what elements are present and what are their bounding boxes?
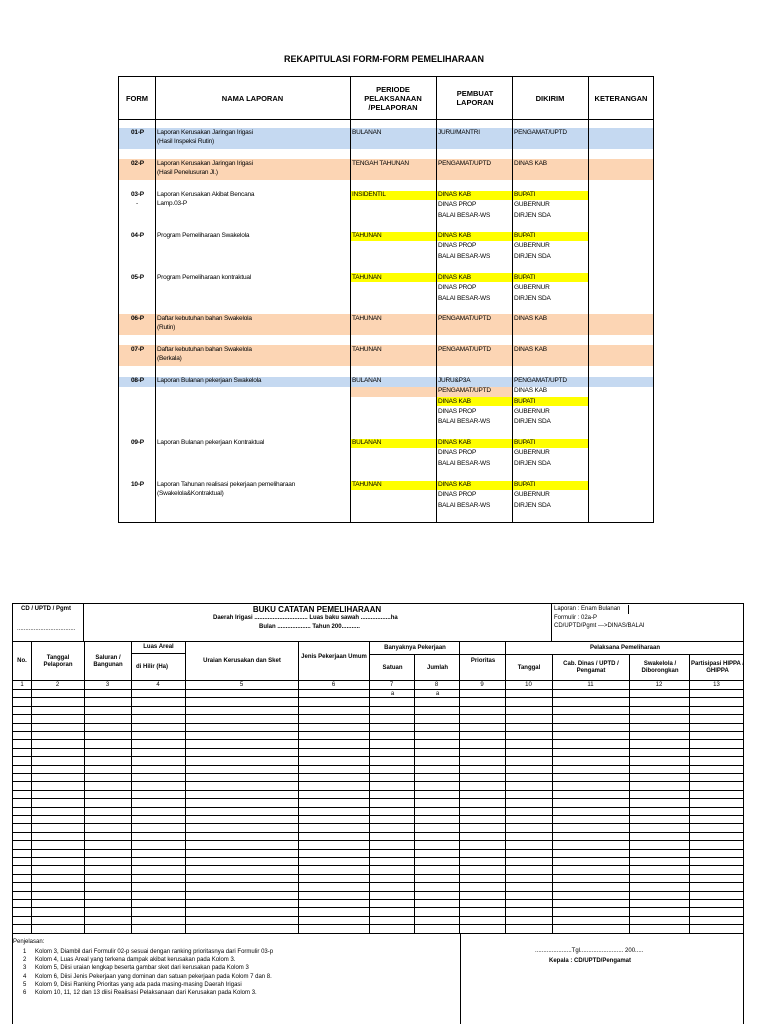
- hdr-dikirim: DIKIRIM: [535, 93, 565, 103]
- dikirim-ke: DINAS KAB: [514, 160, 547, 167]
- buku-catatan-form: [12, 603, 744, 1024]
- hdr-periode: PERIODE PELAKSANAAN /PELAPORAN: [364, 84, 422, 112]
- grid-hline: [13, 748, 743, 749]
- column-number: 7: [389, 682, 394, 688]
- sign-date: ......................Tgl.......................... 200.....: [535, 948, 644, 954]
- hdr-form: FORM: [125, 93, 149, 103]
- penjelasan-label: Penjelasan:: [13, 939, 45, 945]
- grid-vline: [629, 654, 630, 934]
- form-code: 07-P: [131, 346, 144, 353]
- pembuat-laporan: PENGAMAT/UPTD: [438, 387, 491, 395]
- grid-hline: [13, 765, 743, 766]
- pembuat-laporan: DINAS KAB: [438, 191, 471, 198]
- nama-laporan: Program Pemeliharaan Swakelola: [157, 232, 250, 239]
- form-code-dash: -: [136, 200, 138, 207]
- pembuat-laporan: DINAS PROP: [438, 407, 477, 415]
- hdr-di-hilir: di Hilir (Ha): [135, 663, 168, 670]
- grid-hline: [13, 815, 743, 816]
- dikirim-ke: BUPATI: [514, 397, 536, 405]
- sign-title: Kepala : CD/UPTD/Pengamat: [549, 958, 632, 964]
- periode: TAHUNAN: [352, 346, 382, 353]
- column-number: 2: [55, 682, 60, 688]
- form-code: 08-P: [131, 377, 144, 384]
- vline: [155, 77, 156, 522]
- grid-hline: [13, 907, 743, 908]
- penjelasan-number: 6: [23, 990, 27, 996]
- column-number: 10: [525, 682, 532, 688]
- nama-laporan-sub: Lamp.03-P: [157, 200, 187, 207]
- hdr-swakelola: Swakelola / Diborongkan: [641, 661, 679, 674]
- dikirim-ke: BUPATI: [514, 274, 536, 281]
- dikirim-ke: PENGAMAT/UPTD: [514, 377, 567, 384]
- sub-label-jumlah: a: [435, 691, 440, 697]
- dikirim-ke: DIRJEN SDA: [514, 252, 551, 260]
- pembuat-laporan: BALAI BESAR-WS: [438, 459, 491, 467]
- hdr-keterangan: KETERANGAN: [594, 93, 648, 103]
- pembuat-laporan: DINAS KAB: [438, 439, 471, 446]
- sub-label-satuan: a: [390, 691, 395, 697]
- periode: TAHUNAN: [352, 481, 382, 488]
- form-code: 09-P: [131, 439, 144, 446]
- penjelasan-text: Kolom 6, Diisi Jenis Pekerjaan yang dominan dan satuan pekerjaan pada Kolom 7 dan 8.: [35, 973, 272, 980]
- column-number: 6: [331, 682, 336, 688]
- grid-hline: [13, 773, 743, 774]
- grid-hline: [13, 706, 743, 707]
- nama-laporan: Laporan Kerusakan Jaringan Irigasi: [157, 129, 253, 136]
- grid-hline: [13, 798, 743, 799]
- grid-hline: [13, 739, 743, 740]
- column-number: 11: [587, 682, 594, 688]
- grid-hline: [13, 823, 743, 824]
- vline: [551, 604, 552, 641]
- hdr-uraian: Uraian Kerusakan dan Sket: [203, 658, 281, 664]
- vline: [512, 77, 513, 522]
- pembuat-laporan: BALAI BESAR-WS: [438, 501, 491, 509]
- dikirim-ke: GUBERNUR: [514, 242, 550, 250]
- hdr-banyaknya: Banyaknya Pekerjaan: [384, 644, 446, 651]
- nama-laporan-sub: (Rutin): [157, 324, 176, 331]
- dikirim-ke: DINAS KAB: [514, 315, 547, 322]
- hdr-luas-areal: Luas Areal: [143, 644, 174, 650]
- hline: [119, 119, 653, 120]
- pembuat-laporan: PENGAMAT/UPTD: [438, 346, 491, 353]
- nama-laporan-sub: (Swakelola&Kontraktual): [157, 490, 224, 497]
- vline: [350, 77, 351, 522]
- dikirim-ke: DIRJEN SDA: [514, 459, 551, 467]
- grid-hline: [13, 849, 743, 850]
- nama-laporan-sub: (Berkala): [157, 355, 182, 362]
- periode: BULANAN: [352, 377, 382, 384]
- periode: TAHUNAN: [352, 232, 382, 239]
- unit-dots: ...................................: [17, 626, 76, 632]
- nama-laporan-sub: (Hasil Inspeksi Rutin): [157, 138, 215, 145]
- pembuat-laporan: BALAI BESAR-WS: [438, 211, 491, 219]
- unit-label: CD / UPTD / Pgmt: [21, 606, 72, 612]
- column-number: 12: [655, 682, 663, 688]
- hdr-cab-dinas: Cab. Dinas / UPTD / Pengamat: [563, 661, 619, 674]
- periode: BULANAN: [352, 129, 382, 136]
- pembuat-laporan: DINAS KAB: [438, 481, 471, 488]
- nama-laporan: Daftar kebutuhan bahan Swakelola: [157, 315, 252, 322]
- penjelasan-text: Kolom 10, 11, 12 dan 13 diisi Realisasi Pelaksanaan dari Kerusakan pada Kolom 3.: [35, 990, 257, 996]
- column-number: 13: [713, 682, 720, 688]
- dikirim-ke: BUPATI: [514, 191, 536, 198]
- penjelasan-number: 2: [23, 957, 27, 964]
- dikirim-ke: GUBERNUR: [514, 449, 550, 457]
- grid-hline: [13, 756, 743, 757]
- dikirim-ke: DINAS KAB: [514, 346, 547, 353]
- penjelasan-text: Kolom 4, Luas Areal yang terkena dampak akibat kerusakan pada Kolom 3.: [35, 957, 236, 964]
- nama-laporan: Program Pemeliharaan kontraktual: [157, 274, 252, 281]
- periode: TAHUNAN: [352, 315, 382, 322]
- hdr-tanggal: Tanggal: [517, 664, 541, 671]
- nama-laporan: Laporan Bulanan pekerjaan Swakelola: [157, 377, 262, 384]
- grid-hline: [13, 891, 743, 892]
- dikirim-ke: PENGAMAT/UPTD: [514, 129, 567, 136]
- vline: [588, 77, 589, 522]
- rekap-title: REKAPITULASI FORM-FORM PEMELIHARAAN: [284, 54, 484, 64]
- periode: TENGAH TAHUNAN: [352, 160, 409, 167]
- pembuat-laporan: BALAI BESAR-WS: [438, 418, 491, 426]
- grid-hline: [13, 865, 743, 866]
- hdr-pembuat: PEMBUAT LAPORAN: [456, 89, 494, 107]
- pembuat-laporan: DINAS PROP: [438, 491, 477, 499]
- pembuat-laporan: DINAS KAB: [438, 397, 471, 405]
- column-number: 4: [156, 682, 160, 688]
- penjelasan-number: 3: [23, 965, 27, 972]
- nama-laporan: Daftar kebutuhan bahan Swakelola: [157, 346, 252, 353]
- nama-laporan: Laporan Bulanan pekerjaan Kontraktual: [157, 439, 265, 446]
- dikirim-ke: DIRJEN SDA: [514, 211, 551, 219]
- dikirim-ke: DIRJEN SDA: [514, 294, 551, 302]
- rekap-table: [118, 76, 654, 523]
- grid-hline: [13, 714, 743, 715]
- dikirim-ke: GUBERNUR: [514, 407, 550, 415]
- nama-laporan: Laporan Tahunan realisasi pekerjaan pemeliharaan: [157, 481, 296, 488]
- hdr-no: No.: [17, 658, 27, 664]
- pembuat-laporan: DINAS PROP: [438, 242, 477, 250]
- pembuat-laporan: PENGAMAT/UPTD: [438, 160, 491, 167]
- penjelasan-text: Kolom 9, Diisi Ranking Prioritas yang ada pada masing-masing Daerah Irigasi: [35, 981, 242, 988]
- column-number: 9: [480, 682, 484, 688]
- pembuat-laporan: JURU&P3A: [438, 377, 471, 384]
- grid-hline: [13, 723, 743, 724]
- dikirim-ke: BUPATI: [514, 439, 536, 446]
- periode: TAHUNAN: [352, 274, 382, 281]
- dikirim-ke: GUBERNUR: [514, 284, 550, 292]
- hdr-tanggal-pelaporan: Tanggal Pelaporan: [43, 654, 73, 668]
- grid-hline: [13, 924, 743, 925]
- column-number: 1: [20, 682, 24, 688]
- grid-hline: [13, 832, 743, 833]
- form-code: 05-P: [131, 274, 144, 281]
- column-number: 5: [239, 682, 244, 688]
- hdr-prioritas: Prioritas: [470, 658, 496, 664]
- form-code: 03-P: [131, 191, 144, 198]
- hdr-nama-laporan: NAMA LAPORAN: [221, 93, 284, 103]
- dikirim-ke: DINAS KAB: [514, 387, 547, 395]
- grid-hline: [13, 807, 743, 808]
- nama-laporan: Laporan Kerusakan Akibat Bencana: [157, 191, 255, 198]
- hdr-jumlah: Jumlah: [426, 664, 448, 671]
- vline: [436, 77, 437, 522]
- vline: [460, 934, 461, 1024]
- periode: INSIDENTIL: [352, 191, 386, 198]
- form-code: 04-P: [131, 232, 144, 239]
- pembuat-laporan: DINAS PROP: [438, 201, 477, 209]
- pembuat-laporan: BALAI BESAR-WS: [438, 252, 491, 260]
- grid-hline: [13, 882, 743, 883]
- grid-vline: [552, 654, 553, 934]
- cursor-mark: [628, 605, 629, 614]
- report-route: CD/UPTD/Pgmt --->DINAS/BALAI: [554, 623, 645, 629]
- grid-hline: [13, 781, 743, 782]
- nama-laporan-sub: (Hasil Penelusuran Jl.): [157, 169, 218, 176]
- hdr-satuan: Satuan: [382, 664, 403, 671]
- bulan-tahun-line: Bulan .................... Tahun 200...........: [259, 624, 360, 630]
- grid-hline: [13, 916, 743, 917]
- grid-hline: [13, 840, 743, 841]
- pembuat-laporan: DINAS PROP: [438, 284, 477, 292]
- dikirim-ke: BUPATI: [514, 232, 536, 239]
- formulir-code: Formulir : 02a-P: [554, 615, 598, 621]
- dikirim-ke: DIRJEN SDA: [514, 418, 551, 426]
- periode: BULANAN: [352, 439, 382, 446]
- hdr-jenis: Jenis Pekerjaan Umum: [301, 653, 367, 660]
- grid-hline: [13, 790, 743, 791]
- penjelasan-text: Kolom 5, Diisi uraian lengkap beserta gambar sket dari kerusakan pada Kolom 3: [35, 965, 249, 972]
- form-code: 02-P: [131, 160, 144, 167]
- column-number: 8: [434, 682, 439, 688]
- pembuat-laporan: BALAI BESAR-WS: [438, 294, 491, 302]
- dikirim-ke: DIRJEN SDA: [514, 501, 551, 509]
- grid-hline: [13, 731, 743, 732]
- hdr-pelaksana: Pelaksana Pemeliharaan: [589, 644, 661, 651]
- pembuat-laporan: DINAS KAB: [438, 274, 471, 281]
- grid-hline: [13, 857, 743, 858]
- grid-hline: [13, 933, 743, 934]
- form-code: 10-P: [131, 481, 144, 488]
- hdr-saluran: Saluran / Bangunan: [93, 654, 123, 668]
- column-number: 3: [105, 682, 110, 688]
- penjelasan-number: 4: [23, 973, 27, 980]
- grid-hline: [131, 653, 185, 654]
- grid-vline: [689, 654, 690, 934]
- penjelasan-number: 5: [23, 981, 27, 988]
- dikirim-ke: GUBERNUR: [514, 201, 550, 209]
- pembuat-laporan: JURU/MANTRI: [438, 129, 480, 136]
- laporan-period: Laporan : Enam Bulanan: [554, 606, 621, 612]
- dikirim-ke: GUBERNUR: [514, 491, 550, 499]
- form-code: 01-P: [131, 129, 144, 136]
- buku-title: BUKU CATATAN PEMELIHARAAN: [252, 605, 382, 614]
- pembuat-laporan: DINAS PROP: [438, 449, 477, 457]
- dikirim-ke: BUPATI: [514, 481, 536, 488]
- grid-hline: [13, 899, 743, 900]
- nama-laporan: Laporan Kerusakan Jaringan Irigasi: [157, 160, 253, 167]
- hdr-partisipasi: Partisipasi HIPPA / GHIPPA: [690, 661, 745, 674]
- form-code: 06-P: [131, 315, 144, 322]
- penjelasan-text: Kolom 3, Diambil dari Formulir 02-p sesuai dengan ranking prioritasnya dari Formulir 03-p: [35, 949, 274, 955]
- penjelasan-number: 1: [23, 949, 27, 955]
- daerah-irigasi-line: Daerah Irigasi ................................ Luas baku sawah ..................ha: [213, 615, 398, 621]
- pembuat-laporan: PENGAMAT/UPTD: [438, 315, 491, 322]
- grid-hline: [13, 874, 743, 875]
- pembuat-laporan: DINAS KAB: [438, 232, 471, 239]
